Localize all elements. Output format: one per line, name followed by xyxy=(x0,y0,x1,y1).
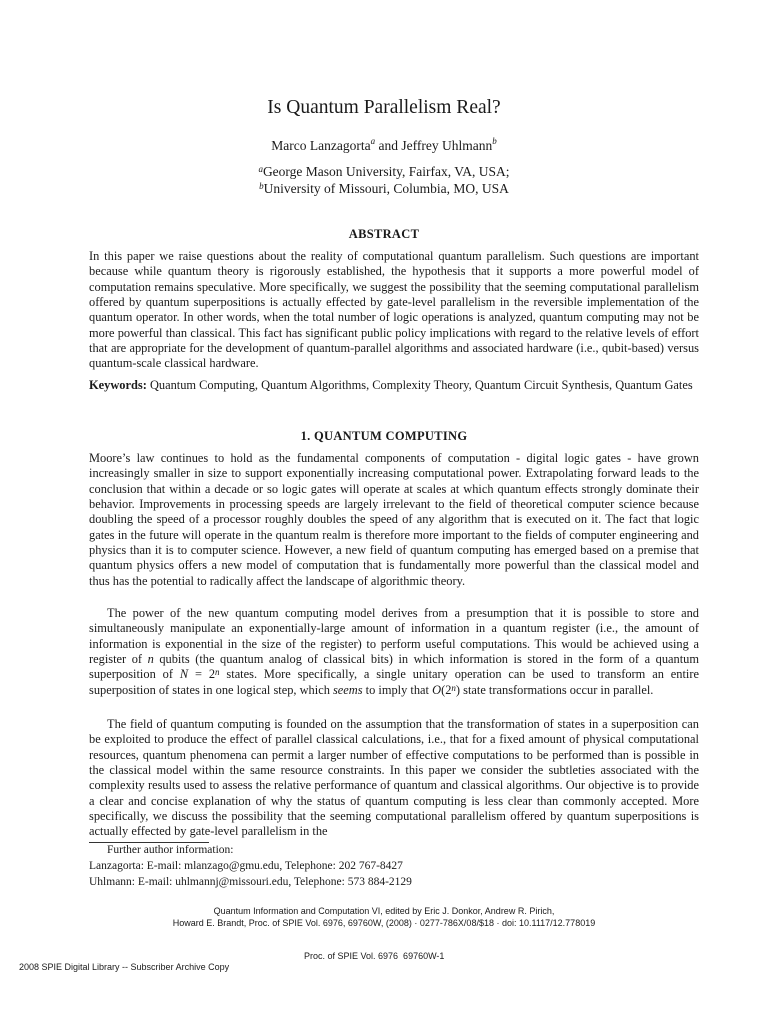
keywords-text: Quantum Computing, Quantum Algorithms, Complexity Theory, Quantum Circuit Synthesis, Quantum Gates xyxy=(149,378,693,392)
math-var: N xyxy=(179,667,189,682)
archive-notice: 2008 SPIE Digital Library -- Subscriber Archive Copy xyxy=(19,962,230,972)
math-expr: (2 xyxy=(441,682,452,697)
affiliation-mark: a xyxy=(258,164,263,174)
math-exponent: n xyxy=(215,667,220,678)
affiliation-mark: b xyxy=(259,181,264,191)
keywords xyxy=(89,378,699,393)
affiliations xyxy=(0,163,768,197)
affiliation-text: University of Missouri, Columbia, MO, USA xyxy=(263,181,509,196)
page-footer: Proc. of SPIE Vol. 6976 69760W-1 xyxy=(304,951,445,961)
math-exponent: n xyxy=(451,682,456,693)
footnote-line: Lanzagorta: E-mail: mlanzago@gmu.edu, Telephone: 202 767-8427 xyxy=(89,860,403,872)
abstract-heading: ABSTRACT xyxy=(348,227,420,241)
body-paragraph xyxy=(89,606,699,698)
citation-block xyxy=(0,906,768,929)
footnote-heading: Further author information: xyxy=(107,844,234,856)
affiliation-text: George Mason University, Fairfax, VA, USA; xyxy=(262,164,510,179)
author-line xyxy=(0,138,768,154)
citation-line: Quantum Information and Computation VI, edited by Eric J. Donkor, Andrew R. Pirich, xyxy=(213,906,555,916)
body-paragraph: The field of quantum computing is founded on the assumption that the transformation of states in a superposition can be exploited to produce the effect of parallel classical calculations, i.e., that for a fixed amount of physical computational resources, quantum phenomena can permit a larger number of effective computations to be performed than is possible in the classical model within the same resource constraints. In this paper we consider the subtleties associated with the complexity results used to assess the relative performance of quantum and classical algorithms. Our objective is to provide a clear and concise explanation of why the status of quantum computing is less clear than commonly accepted. More specifically, we discuss the possibility that the seeming computational parallelism offered by quantum superpositions is actually effected by gate-level parallelism in the xyxy=(89,717,699,839)
text-run: qubits (the quantum analog of classical bits) in which information is stored in the form of a quantum superposition of xyxy=(89,652,700,682)
math-expr: ) xyxy=(455,682,461,697)
body-paragraph: Moore’s law continues to hold as the fundamental components of computation - digital logic gates - have grown increasingly smaller in size to support exponentially increasing computational power. Extrapolating forward leads to the conclusion that within a decade or so logic gates will operate at scales at which quantum effects strongly dominate their behavior. Improvements in processing speeds are largely irrelevant to the field of theoretical computer science because doubling the speed of a processor roughly doubles the speed of any algorithm that is executed on it. The fact that logic gates in the future will operate in the quantum realm is therefore more important to the fields of computer engineering and physics than it is to computer science. However, a new field of quantum computing has emerged based on a premise that quantum physics offers a new model of computation that is fundamentally more powerful than the classical model and thus has the potential to radically affect the landscape of algorithmic theory. xyxy=(89,451,699,588)
affiliation xyxy=(0,163,768,180)
abstract-text: In this paper we raise questions about the reality of computational quantum parallelism. Such questions are important because while quantum theory is rigorously established, the hypothesis that it supports a more powerful model of computation remains speculative. More specifically, we suggest the possibility that the seeming computational parallelism offered by quantum superpositions is actually effected by gate-level parallelism in the reversible implementation of the quantum operator. In other words, when the total number of logic operations is analyzed, quantum computing may not be more powerful than classical. This fact has significant public policy implications with regard to the relative levels of effort that are appropriate for the development of quantum-parallel algorithms and associated hardware (i.e., qubit-based) versus quantum-scale classical hardware. xyxy=(89,249,699,371)
math-var: n xyxy=(147,652,154,667)
paper-title: Is Quantum Parallelism Real? xyxy=(267,97,501,118)
footnote-line: Uhlmann: E-mail: uhlmannj@missouri.edu, Telephone: 573 884-2129 xyxy=(89,876,412,888)
emphasis: seems xyxy=(332,682,363,697)
affiliation-mark: b xyxy=(492,136,497,146)
text-run: state transformations occur in parallel. xyxy=(460,682,654,697)
author-name: Jeffrey Uhlmann xyxy=(401,138,493,153)
author-name: Marco Lanzagorta xyxy=(271,138,371,153)
text-run: to imply that xyxy=(362,682,433,697)
author-conjunction: and xyxy=(375,138,402,153)
math-var: O xyxy=(432,682,442,697)
keywords-label: Keywords: xyxy=(89,378,147,392)
text-run: The power of the new quantum computing model derives from a presumption that it is possible to store and simultaneously manipulate an exponentially-large amount of information in a quantum register (i.e., the amount of information is exponential in the size of the register) to perform useful computations. This would be achieved using a register of xyxy=(89,606,699,667)
math-expr: = 2 xyxy=(188,667,216,682)
citation-line: Howard E. Brandt, Proc. of SPIE Vol. 6976, 69760W, (2008) · 0277-786X/08/$18 · doi: 10.1117/12.778019 xyxy=(172,917,596,928)
text-run: states. More specifically, a single unitary operation can be used to transform an entire superposition of states in one logical step, which xyxy=(89,667,699,697)
affiliation xyxy=(0,180,768,197)
affiliation-mark: a xyxy=(370,136,376,146)
section-heading: 1. QUANTUM COMPUTING xyxy=(300,429,468,443)
